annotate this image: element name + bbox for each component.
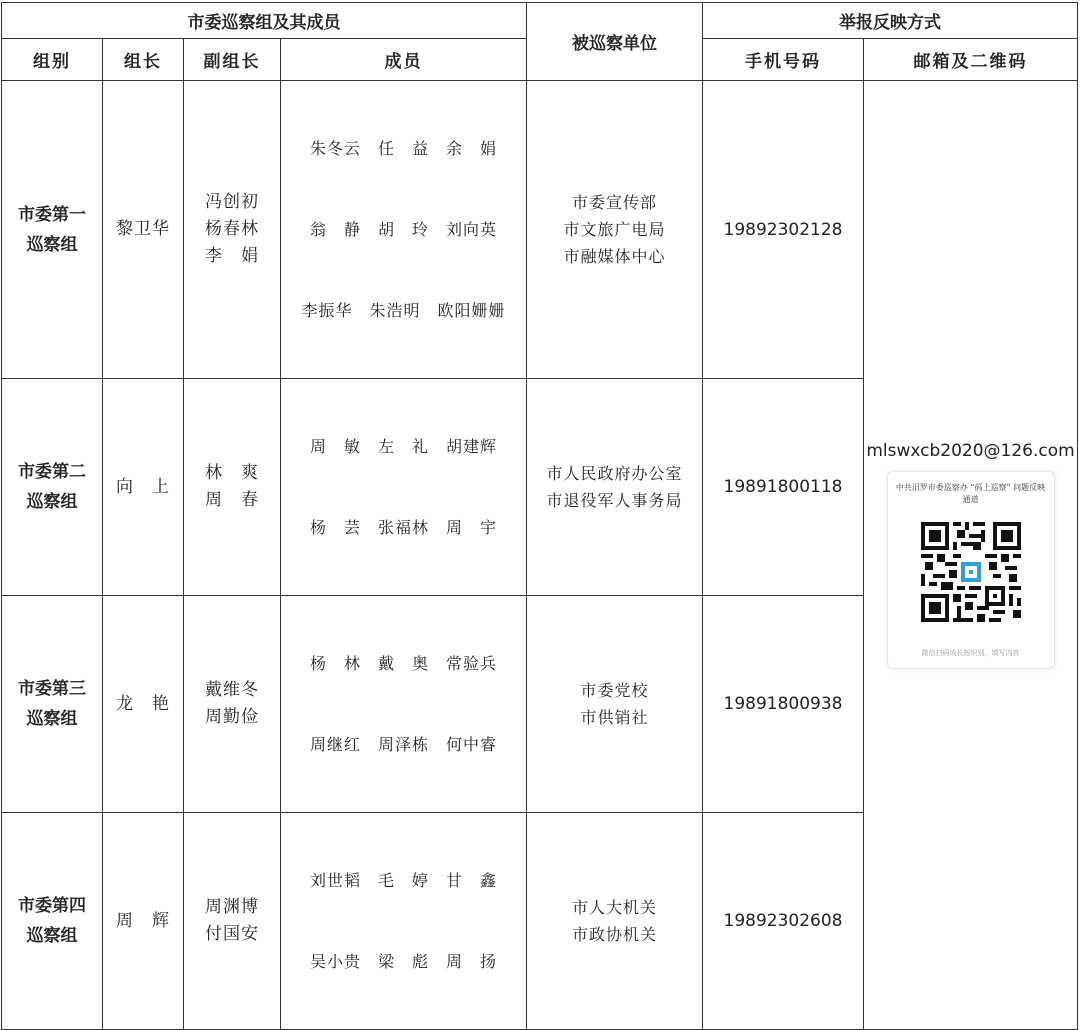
group-leader: 周 辉	[103, 813, 184, 1030]
group-leader: 黎卫华	[103, 81, 184, 379]
phone-column-header: 手机号码	[703, 39, 864, 81]
email-qr-column-header: 邮箱及二维码	[864, 39, 1078, 81]
group-name: 市委第四 巡察组	[2, 813, 103, 1030]
group-members: 刘世韬 毛 婷 甘 鑫 吴小贵 梁 彪 周 扬	[281, 813, 527, 1030]
qr-card-title: 中共汨罗市委巡察办 “码上巡察” 问题反映通道	[895, 483, 1046, 504]
qr-code-icon	[921, 522, 1021, 622]
qr-code-card[interactable]	[887, 471, 1055, 669]
group-name: 市委第一 巡察组	[2, 81, 103, 379]
table-row	[2, 81, 1078, 379]
group-deputies: 冯创初 杨春林 李 娟	[184, 81, 281, 379]
report-section-header: 举报反映方式	[703, 3, 1078, 39]
leader-column-header: 组长	[103, 39, 184, 81]
group-deputies: 林 爽 周 春	[184, 379, 281, 596]
inspection-team-table	[1, 2, 1078, 1030]
group-leader: 龙 艳	[103, 596, 184, 813]
qr-card-footer: 微信扫码或长按识别，填写内容	[921, 649, 1020, 657]
group-deputies: 周渊博 付国安	[184, 813, 281, 1030]
phone-number[interactable]: 19892302128	[703, 81, 864, 379]
group-name: 市委第三 巡察组	[2, 596, 103, 813]
email-qr-cell	[864, 81, 1078, 1030]
group-deputies: 戴维冬 周勤俭	[184, 596, 281, 813]
group-leader: 向 上	[103, 379, 184, 596]
team-section-header: 市委巡察组及其成员	[2, 3, 527, 39]
inspected-units: 市委党校 市供销社	[527, 596, 703, 813]
phone-number[interactable]: 19891800118	[703, 379, 864, 596]
group-name: 市委第二 巡察组	[2, 379, 103, 596]
inspected-units: 市委宣传部 市文旅广电局 市融媒体中心	[527, 81, 703, 379]
group-members: 周 敏 左 礼 胡建辉 杨 芸 张福林 周 宇	[281, 379, 527, 596]
report-email-link[interactable]: mlswxcb2020@126.com	[866, 441, 1075, 461]
group-members: 杨 林 戴 奥 常验兵 周继红 周泽栋 何中睿	[281, 596, 527, 813]
members-column-header: 成员	[281, 39, 527, 81]
inspected-units: 市人民政府办公室 市退役军人事务局	[527, 379, 703, 596]
group-members: 朱冬云 任 益 余 娟 翁 静 胡 玲 刘向英 李振华 朱浩明 欧阳姗姗	[281, 81, 527, 379]
deputy-column-header: 副组长	[184, 39, 281, 81]
group-column-header: 组别	[2, 39, 103, 81]
phone-number[interactable]: 19891800938	[703, 596, 864, 813]
phone-number[interactable]: 19892302608	[703, 813, 864, 1030]
inspected-units: 市人大机关 市政协机关	[527, 813, 703, 1030]
inspected-unit-header: 被巡察单位	[527, 3, 703, 81]
